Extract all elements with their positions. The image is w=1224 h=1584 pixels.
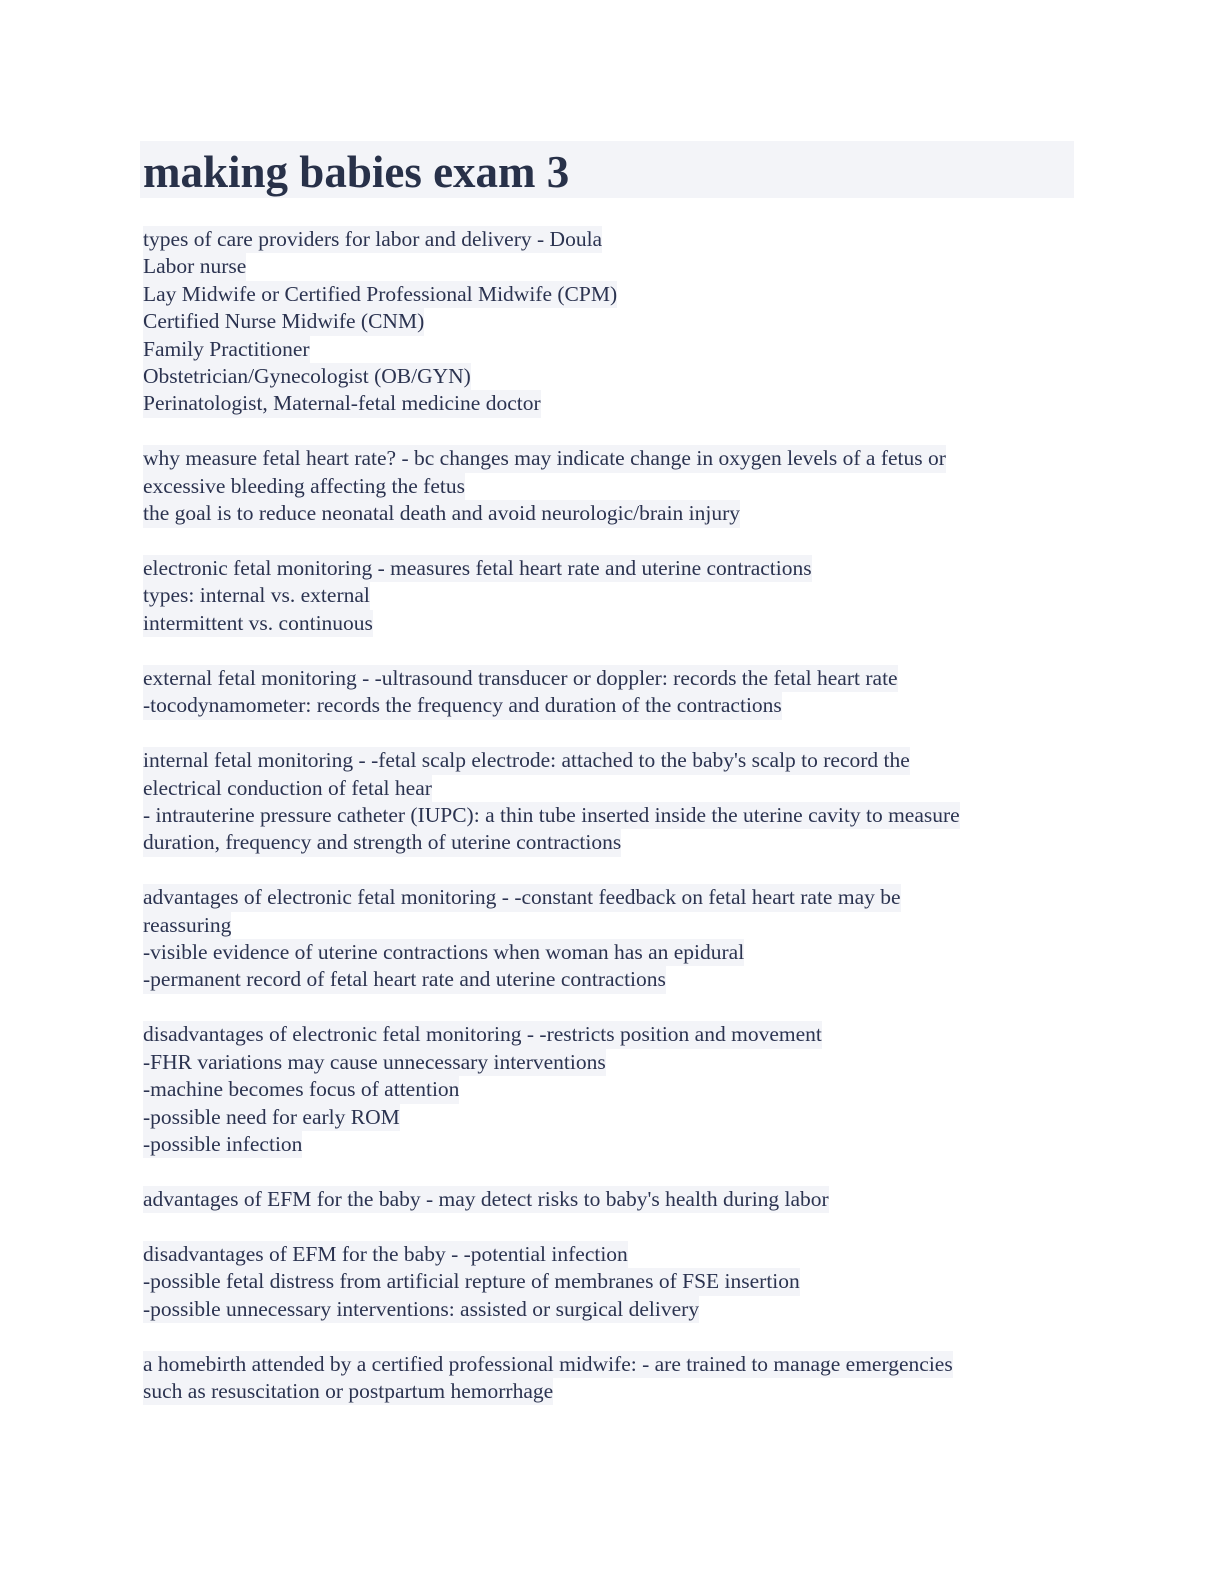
- text-line: intermittent vs. continuous: [143, 610, 373, 637]
- flashcard-entry: [143, 1186, 1083, 1213]
- text-line: -tocodynamometer: records the frequency and duration of the contractions: [143, 692, 782, 719]
- text-line: advantages of electronic fetal monitoring - -constant feedback on fetal heart rate may be: [143, 884, 901, 911]
- text-line: why measure fetal heart rate? - bc changes may indicate change in oxygen levels of a fetus or: [143, 445, 946, 472]
- text-line: -permanent record of fetal heart rate and uterine contractions: [143, 966, 666, 993]
- text-line: external fetal monitoring - -ultrasound transducer or doppler: records the fetal heart rate: [143, 665, 898, 692]
- text-line: Lay Midwife or Certified Professional Midwife (CPM): [143, 281, 617, 308]
- flashcard-entry: [143, 747, 1083, 857]
- text-line: -machine becomes focus of attention: [143, 1076, 459, 1103]
- text-line: -possible need for early ROM: [143, 1104, 400, 1131]
- text-line: disadvantages of EFM for the baby - -potential infection: [143, 1241, 628, 1268]
- text-line: advantages of EFM for the baby - may detect risks to baby's health during labor: [143, 1186, 829, 1213]
- text-line: the goal is to reduce neonatal death and avoid neurologic/brain injury: [143, 500, 740, 527]
- text-line: -possible infection: [143, 1131, 302, 1158]
- text-line: types of care providers for labor and delivery - Doula: [143, 226, 602, 253]
- text-line: Obstetrician/Gynecologist (OB/GYN): [143, 363, 471, 390]
- text-line: reassuring: [143, 912, 231, 939]
- flashcard-entry: [143, 555, 1083, 637]
- flashcard-list: [143, 226, 1083, 1433]
- text-line: a homebirth attended by a certified professional midwife: - are trained to manage emergencies: [143, 1351, 953, 1378]
- page-title: making babies exam 3: [143, 147, 570, 197]
- text-line: Perinatologist, Maternal-fetal medicine doctor: [143, 390, 541, 417]
- text-line: such as resuscitation or postpartum hemorrhage: [143, 1378, 553, 1405]
- flashcard-entry: [143, 1021, 1083, 1158]
- text-line: types: internal vs. external: [143, 582, 370, 609]
- text-line: -possible unnecessary interventions: assisted or surgical delivery: [143, 1296, 699, 1323]
- flashcard-entry: [143, 226, 1083, 418]
- text-line: Family Practitioner: [143, 336, 310, 363]
- text-line: -visible evidence of uterine contractions when woman has an epidural: [143, 939, 744, 966]
- text-line: Labor nurse: [143, 253, 246, 280]
- text-line: -FHR variations may cause unnecessary interventions: [143, 1049, 606, 1076]
- flashcard-entry: [143, 445, 1083, 527]
- text-line: disadvantages of electronic fetal monitoring - -restricts position and movement: [143, 1021, 822, 1048]
- text-line: Certified Nurse Midwife (CNM): [143, 308, 424, 335]
- flashcard-entry: [143, 1351, 1083, 1406]
- text-line: - intrauterine pressure catheter (IUPC): a thin tube inserted inside the uterine cavity to measure: [143, 802, 960, 829]
- text-line: excessive bleeding affecting the fetus: [143, 473, 465, 500]
- text-line: internal fetal monitoring - -fetal scalp electrode: attached to the baby's scalp to record the: [143, 747, 910, 774]
- text-line: duration, frequency and strength of uterine contractions: [143, 829, 621, 856]
- text-line: electronic fetal monitoring - measures fetal heart rate and uterine contractions: [143, 555, 812, 582]
- text-line: -possible fetal distress from artificial repture of membranes of FSE insertion: [143, 1268, 800, 1295]
- flashcard-entry: [143, 665, 1083, 720]
- flashcard-entry: [143, 884, 1083, 994]
- flashcard-entry: [143, 1241, 1083, 1323]
- text-line: electrical conduction of fetal hear: [143, 775, 432, 802]
